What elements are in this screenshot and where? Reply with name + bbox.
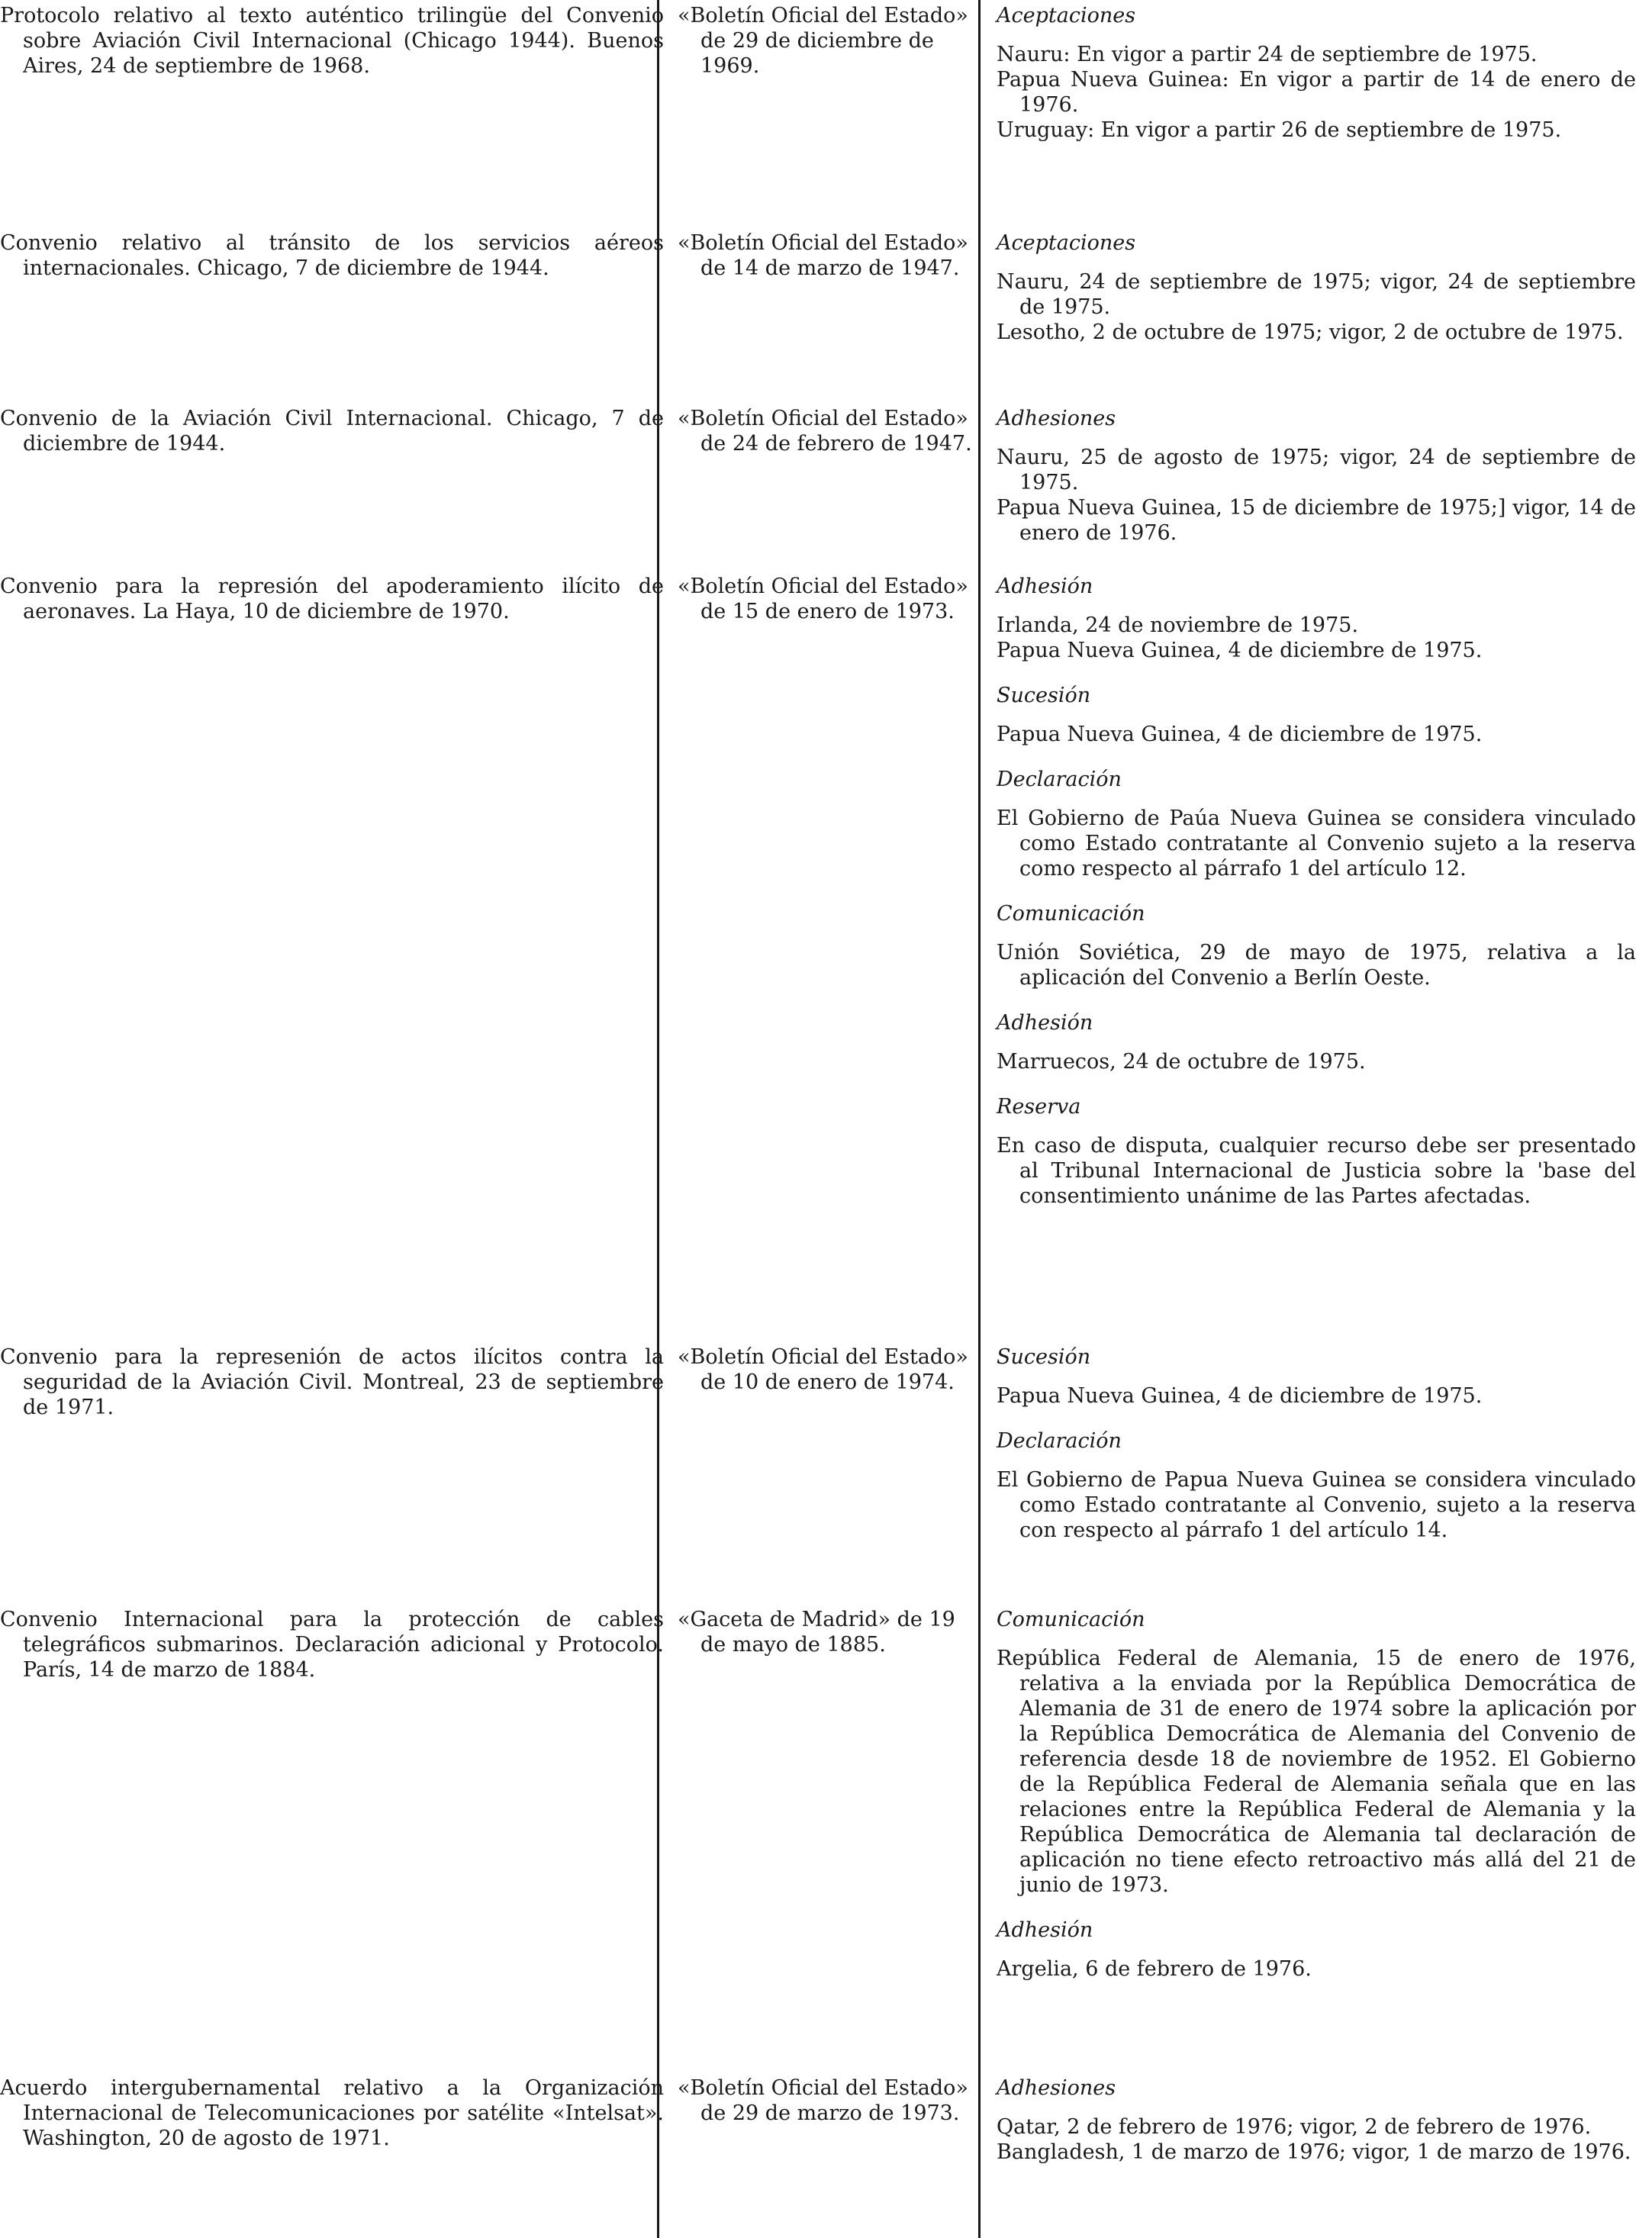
publication-reference: «Boletín Oficial del Estado» de 29 de marzo de 1973.: [678, 2076, 968, 2125]
treaty-title: Convenio para la represenión de actos ilícitos contra la seguridad de la Aviación Civil. Montreal, 23 de septiembre de 1971.: [0, 1345, 664, 1419]
treaty-actions: [997, 1607, 1636, 2001]
publication-reference: «Boletín Oficial del Estado» de 24 de febrero de 1947.: [678, 407, 972, 456]
treaty-title: Protocolo relativo al texto auténtico trilingüe del Convenio sobre Aviación Civil Internacional (Chicago 1944). Buenos Aires, 24 de septiembre de 1968.: [0, 4, 664, 78]
action-group: [997, 3, 1636, 143]
action-heading: Adhesión: [997, 1011, 1093, 1035]
action-heading: Adhesión: [997, 575, 1093, 598]
action-group: [997, 683, 1636, 747]
action-entry: El Gobierno de Papua Nueva Guinea se considera vinculado como Estado contratante al Convenio, sujeto a la reserva con respecto al párrafo 1 del artículo 14.: [997, 1468, 1636, 1542]
action-group: [997, 1918, 1636, 1982]
action-group: [997, 1094, 1636, 1209]
action-group: [997, 1344, 1636, 1409]
treaty-actions: [997, 2075, 1636, 2185]
action-heading: Sucesión: [997, 684, 1091, 707]
publication-reference: «Boletín Oficial del Estado» de 15 de enero de 1973.: [678, 575, 968, 623]
treaty-actions: [997, 406, 1636, 565]
publication-reference: «Boletín Oficial del Estado» de 29 de diciembre de 1969.: [678, 4, 968, 78]
treaty-actions: [997, 1344, 1636, 1563]
action-entry: En caso de disputa, cualquier recurso debe ser presentado al Tribunal Internacional de Justicia sobre la 'base del consentimiento unánime de las Partes afectadas.: [997, 1134, 1636, 1208]
treaty-actions: [997, 574, 1636, 1228]
action-entry: Papua Nueva Guinea, 4 de diciembre de 1975.: [997, 639, 1483, 662]
action-entry: Uruguay: En vigor a partir 26 de septiembre de 1975.: [997, 118, 1562, 142]
action-entry: Nauru: En vigor a partir 24 de septiembre de 1975.: [997, 43, 1538, 66]
action-heading: Comunicación: [997, 1608, 1145, 1631]
action-group: [997, 1428, 1636, 1543]
action-heading: Declaración: [997, 1429, 1122, 1453]
action-group: [997, 230, 1636, 345]
publication-reference: «Boletín Oficial del Estado» de 10 de enero de 1974.: [678, 1345, 968, 1394]
action-heading: Aceptaciones: [997, 4, 1136, 27]
action-entry: El Gobierno de Paúa Nueva Guinea se considera vinculado como Estado contratante al Convenio sujeto a la reserva como respecto al párrafo 1 del artículo 12.: [997, 807, 1636, 881]
action-group: [997, 2075, 1636, 2165]
column-rule-right: [978, 0, 981, 2238]
action-heading: Sucesión: [997, 1345, 1091, 1369]
treaty-title: Convenio para la represión del apoderamiento ilícito de aeronaves. La Haya, 10 de diciembre de 1970.: [0, 575, 664, 623]
action-entry: Papua Nueva Guinea, 4 de diciembre de 1975.: [997, 723, 1483, 746]
action-group: [997, 901, 1636, 990]
treaty-actions: [997, 230, 1636, 365]
action-entry: Nauru, 25 de agosto de 1975; vigor, 24 de septiembre de 1975.: [997, 446, 1636, 494]
action-entry: Irlanda, 24 de noviembre de 1975.: [997, 613, 1359, 637]
action-entry: Argelia, 6 de febrero de 1976.: [997, 1957, 1312, 1981]
action-entry: Papua Nueva Guinea: En vigor a partir de 14 de enero de 1976.: [997, 68, 1636, 117]
action-entry: Bangladesh, 1 de marzo de 1976; vigor, 1 de marzo de 1976.: [997, 2140, 1631, 2164]
publication-reference: «Gaceta de Madrid» de 19 de mayo de 1885.: [678, 1608, 955, 1657]
action-group: [997, 406, 1636, 546]
action-heading: Comunicación: [997, 902, 1145, 926]
treaty-title: Convenio relativo al tránsito de los servicios aéreos internacionales. Chicago, 7 de diciembre de 1944.: [0, 231, 664, 280]
action-entry: Unión Soviética, 29 de mayo de 1975, relativa a la aplicación del Convenio a Berlín Oeste.: [997, 941, 1636, 990]
action-entry: República Federal de Alemania, 15 de enero de 1976, relativa a la enviada por la República Democrática de Alemania de 31 de enero de 1974 sobre la aplicación por la República Democrática de Alemania del Convenio de referencia desde 18 de noviembre de 1952. El Gobierno de la República Federal de Alemania señala que en las relaciones entre la República Federal de Alemania y la República Democrática de Alemania tal declaración de aplicación no tiene efecto retroactivo más allá del 21 de junio de 1973.: [997, 1647, 1636, 1897]
treaty-title: Convenio Internacional para la protección de cables telegráficos submarinos. Declaración adicional y Protocolo. París, 14 de marzo de 1884.: [0, 1608, 664, 1682]
treaty-actions: [997, 3, 1636, 163]
action-entry: Qatar, 2 de febrero de 1976; vigor, 2 de febrero de 1976.: [997, 2115, 1592, 2139]
publication-reference: «Boletín Oficial del Estado» de 14 de marzo de 1947.: [678, 231, 968, 280]
action-group: [997, 1607, 1636, 1898]
action-group: [997, 1010, 1636, 1074]
action-heading: Declaración: [997, 768, 1122, 791]
action-heading: Adhesiones: [997, 407, 1116, 430]
action-entry: Nauru, 24 de septiembre de 1975; vigor, 24 de septiembre de 1975.: [997, 270, 1636, 319]
treaty-title: Acuerdo intergubernamental relativo a la Organización Internacional de Telecomunicaciones por satélite «Intelsat». Washington, 20 de agosto de 1971.: [0, 2076, 664, 2150]
action-heading: Adhesiones: [997, 2076, 1116, 2100]
action-entry: Papua Nueva Guinea, 15 de diciembre de 1975;] vigor, 14 de enero de 1976.: [997, 496, 1636, 545]
action-heading: Reserva: [997, 1095, 1081, 1119]
action-heading: Aceptaciones: [997, 231, 1136, 255]
action-group: [997, 767, 1636, 881]
action-entry: Papua Nueva Guinea, 4 de diciembre de 1975.: [997, 1384, 1483, 1408]
action-entry: Lesotho, 2 de octubre de 1975; vigor, 2 de octubre de 1975.: [997, 320, 1624, 344]
treaty-title: Convenio de la Aviación Civil Internacional. Chicago, 7 de diciembre de 1944.: [0, 407, 664, 456]
action-group: [997, 574, 1636, 663]
action-entry: Marruecos, 24 de octubre de 1975.: [997, 1050, 1366, 1074]
column-rule-left: [657, 0, 659, 2238]
action-heading: Adhesión: [997, 1918, 1093, 1942]
